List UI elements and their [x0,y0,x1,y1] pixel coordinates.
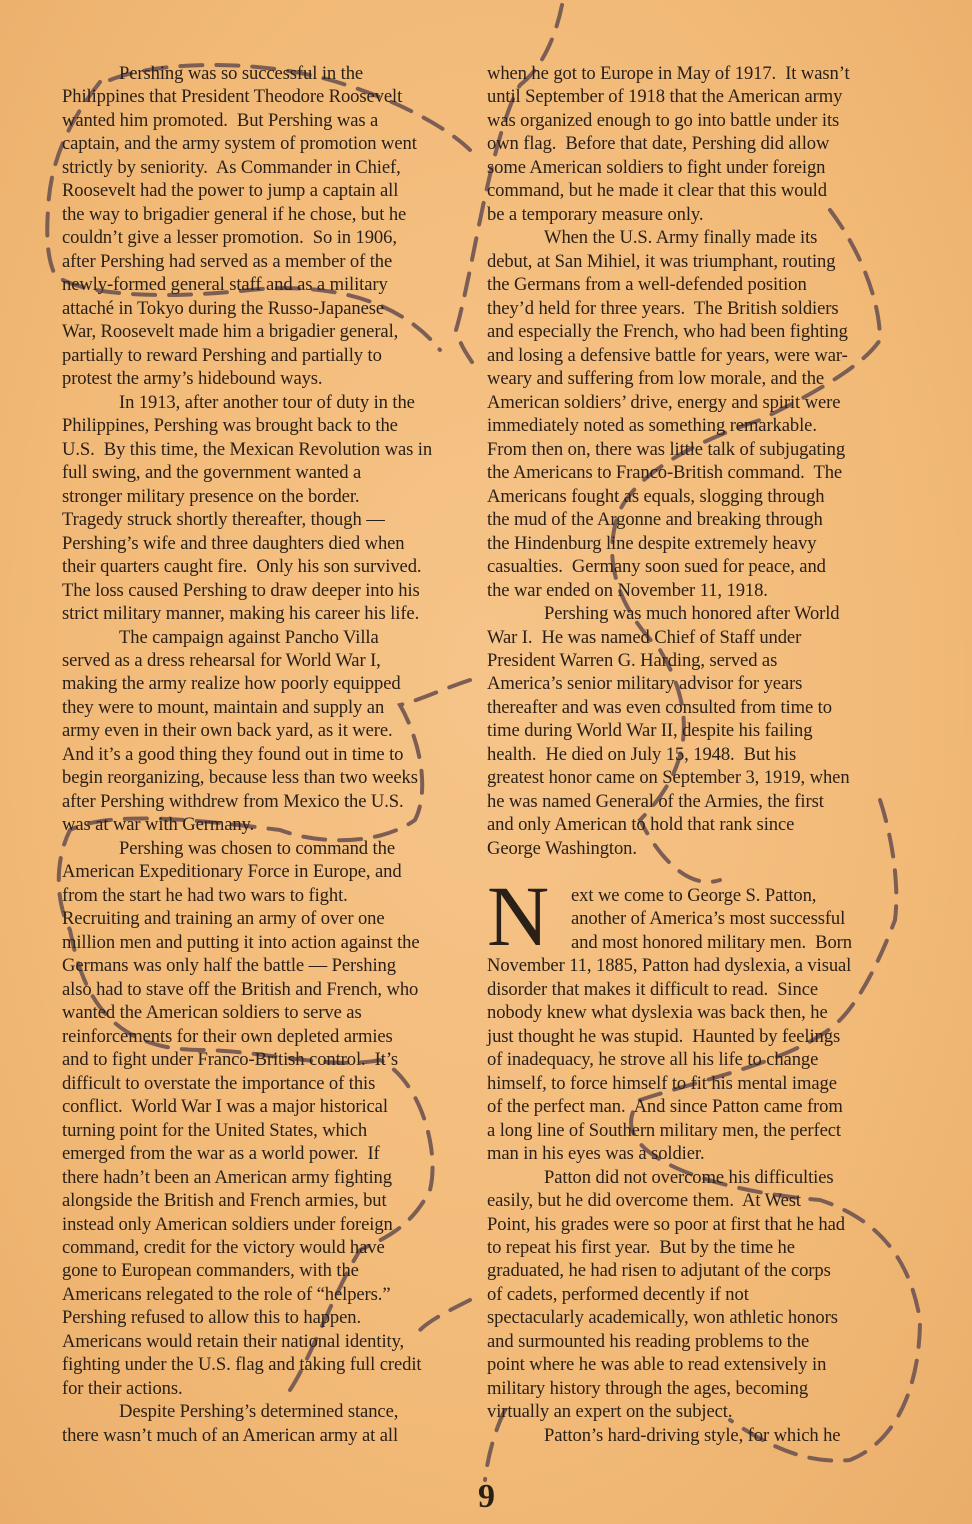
text-line: was organized enough to go into battle under its [487,109,840,131]
text-line: attaché in Tokyo during the Russo-Japanese [62,297,385,319]
text-line: Recruiting and training an army of over one [62,908,385,930]
text-line: Roosevelt had the power to jump a captain all [62,180,399,202]
text-line: newly-formed general staff and as a military [62,274,388,296]
text-line: turning point for the United States, which [62,1119,368,1141]
text-line: Patton did not overcome his difficulties [544,1166,834,1188]
text-line: of cadets, performed decently if not [487,1283,749,1305]
drop-cap: N [487,868,550,964]
text-line: another of America’s most successful [571,908,846,930]
text-line: strictly by seniority. As Commander in Chief, [62,156,401,178]
text-line: strict military manner, making his career his life. [62,603,420,625]
text-line: Americans relegated to the role of “helpers.” [62,1283,391,1305]
text-line: man in his eyes was a soldier. [487,1143,705,1165]
text-line: Patton’s hard-driving style, for which he [544,1424,841,1446]
text-line: after Pershing had served as a member of the [62,250,393,272]
text-line: couldn’t give a lesser promotion. So in 1906, [62,227,397,249]
text-line: served as a dress rehearsal for World War I, [62,650,381,671]
text-line: emerged from the war as a world power. If [62,1143,380,1165]
text-line: conflict. World War I was a major historical [62,1096,388,1118]
text-line: Americans fought as equals, slogging through [487,485,825,507]
text-line: When the U.S. Army finally made its [544,227,818,249]
text-line: their quarters caught fire. Only his son survived. [62,556,422,578]
text-line: November 11, 1885, Patton had dyslexia, a visual [487,955,852,977]
text-line: Pershing was chosen to command the [119,837,395,859]
text-line: command, but he made it clear that this would [487,180,827,202]
text-line: for their actions. [62,1377,183,1399]
text-line: command, credit for the victory would have [62,1237,385,1258]
text-line: stronger military presence on the border. [62,485,360,507]
text-line: they’d held for three years. The British soldiers [487,297,839,319]
text-line: time during World War II, despite his failing [487,720,813,742]
text-line: and especially the French, who had been fighting [487,321,848,343]
text-line: wanted him promoted. But Pershing was a [62,109,379,131]
text-line: some American soldiers to fight under foreign [487,156,826,178]
text-line: Germans was only half the battle — Pershing [62,955,396,977]
text-line: American Expeditionary Force in Europe, and [62,861,402,883]
text-line: casualties. Germany soon sued for peace, and [487,556,826,578]
text-line: In 1913, after another tour of duty in the [119,391,415,413]
text-line: instead only American soldiers under foreign [62,1213,393,1235]
text-line: health. He died on July 15, 1948. But his [487,743,797,765]
text-line: ext we come to George S. Patton, [571,884,817,906]
text-line: the way to brigadier general if he chose, but he [62,203,407,225]
text-line: and surmounted his reading problems to the [487,1330,810,1352]
text-line: million men and putting it into action against the [62,931,420,953]
text-line: the mud of the Argonne and breaking through [487,509,823,531]
text-line: they were to mount, maintain and supply an [62,696,385,718]
text-line: be a temporary measure only. [487,203,704,225]
text-line: Despite Pershing’s determined stance, [119,1401,399,1423]
text-line: himself, to force himself to fit his mental image [487,1072,837,1094]
text-line: wanted the American soldiers to serve as [62,1002,362,1024]
text-line: From then on, there was little talk of subjugating [487,438,846,460]
text-line: greatest honor came on September 3, 1919, when [487,767,850,789]
text-line: virtually an expert on the subject. [487,1401,733,1423]
text-line: nobody knew what dyslexia was back then, he [487,1002,828,1024]
text-line: War I. He was named Chief of Staff under [487,626,802,648]
text-line: fighting under the U.S. flag and taking full credit [62,1354,422,1376]
text-line: U.S. By this time, the Mexican Revolution was in [62,438,433,460]
text-line: of the perfect man. And since Patton came from [487,1096,843,1118]
text-line: reinforcements for their own depleted armies [62,1025,393,1047]
text-line: until September of 1918 that the American army [487,86,843,108]
text-line: Philippines that President Theodore Roosevelt [62,86,403,108]
text-line: The loss caused Pershing to draw deeper into his [62,579,420,601]
text-line: protest the army’s hidebound ways. [62,368,323,390]
text-line: partially to reward Pershing and partially to [62,344,382,366]
text-line: also had to stave off the British and French, who [62,978,419,1000]
text-line: and most honored military men. Born [571,931,852,953]
text-line: Pershing’s wife and three daughters died when [62,532,405,554]
text-line: Point, his grades were so poor at first that he had [487,1213,845,1235]
text-line: just thought he was stupid. Haunted by feelings [487,1025,841,1047]
text-line: making the army realize how poorly equipped [62,673,401,695]
page-number: 9 [478,1478,495,1515]
text-line: thereafter and was even consulted from time to [487,696,832,718]
text-line: difficult to overstate the importance of this [62,1072,376,1094]
text-line: when he got to Europe in May of 1917. It wasn’t [487,63,850,84]
text-line: was at war with Germany. [62,814,255,836]
text-line: point where he was able to read extensively in [487,1354,827,1376]
text-line: Americans would retain their national identity, [62,1330,405,1352]
text-line: after Pershing withdrew from Mexico the U.S. [62,790,404,812]
text-line: there wasn’t much of an American army at all [62,1424,399,1446]
text-line: military history through the ages, becoming [487,1377,809,1399]
text-line: army even in their own back yard, as it were. [62,720,393,742]
text-line: disorder that makes it difficult to read. Since [487,978,819,1000]
text-line: the Americans to Franco-British command. The [487,462,843,484]
text-line: And it’s a good thing they found out in time to [62,743,404,765]
text-line: The campaign against Pancho Villa [119,626,379,648]
text-line: gone to European commanders, with the [62,1260,359,1282]
text-line: captain, and the army system of promotion went [62,133,417,155]
text-line: and only American to hold that rank since [487,814,795,836]
text-line: graduated, he had risen to adjutant of the corps [487,1260,831,1282]
text-line: President Warren G. Harding, served as [487,650,778,671]
text-line: full swing, and the government wanted a [62,462,362,484]
text-line: own flag. Before that date, Pershing did allow [487,133,830,155]
text-line: the Hindenburg line despite extremely heavy [487,532,817,554]
text-line: Pershing was much honored after World [544,603,840,625]
text-line: a long line of Southern military men, the perfect [487,1119,841,1141]
text-line: and to fight under Franco-British control. It’s [62,1049,399,1071]
text-line: immediately noted as something remarkable. [487,415,817,437]
text-line: and losing a defensive battle for years, were war- [487,344,848,366]
text-line: Tragedy struck shortly thereafter, though — [62,509,385,531]
text-line: debut, at San Mihiel, it was triumphant, routing [487,250,836,272]
text-line: begin reorganizing, because less than two weeks [62,767,418,789]
text-line: the Germans from a well-defended position [487,274,807,296]
text-line: Philippines, Pershing was brought back to the [62,415,398,437]
text-line: War, Roosevelt made him a brigadier general, [62,321,399,343]
text-line: Pershing refused to allow this to happen. [62,1307,362,1329]
text-line: alongside the British and French armies, but [62,1190,387,1212]
text-line: easily, but he did overcome them. At West [487,1190,801,1212]
text-line: of inadequacy, he strove all his life to change [487,1049,819,1071]
text-line: America’s senior military advisor for years [487,673,803,695]
text-line: George Washington. [487,837,637,859]
text-line: there hadn’t been an American army fighting [62,1166,392,1188]
text-line: from the start he had two wars to fight. [62,884,348,906]
text-line: to repeat his first year. But by the time he [487,1237,795,1258]
text-line: weary and suffering from low morale, and the [487,368,825,390]
text-line: the war ended on November 11, 1918. [487,579,768,601]
text-line: Pershing was so successful in the [119,63,364,84]
text-line: American soldiers’ drive, energy and spirit were [487,391,841,413]
text-line: spectacularly academically, won athletic honors [487,1307,838,1329]
text-line: he was named General of the Armies, the first [487,790,824,812]
